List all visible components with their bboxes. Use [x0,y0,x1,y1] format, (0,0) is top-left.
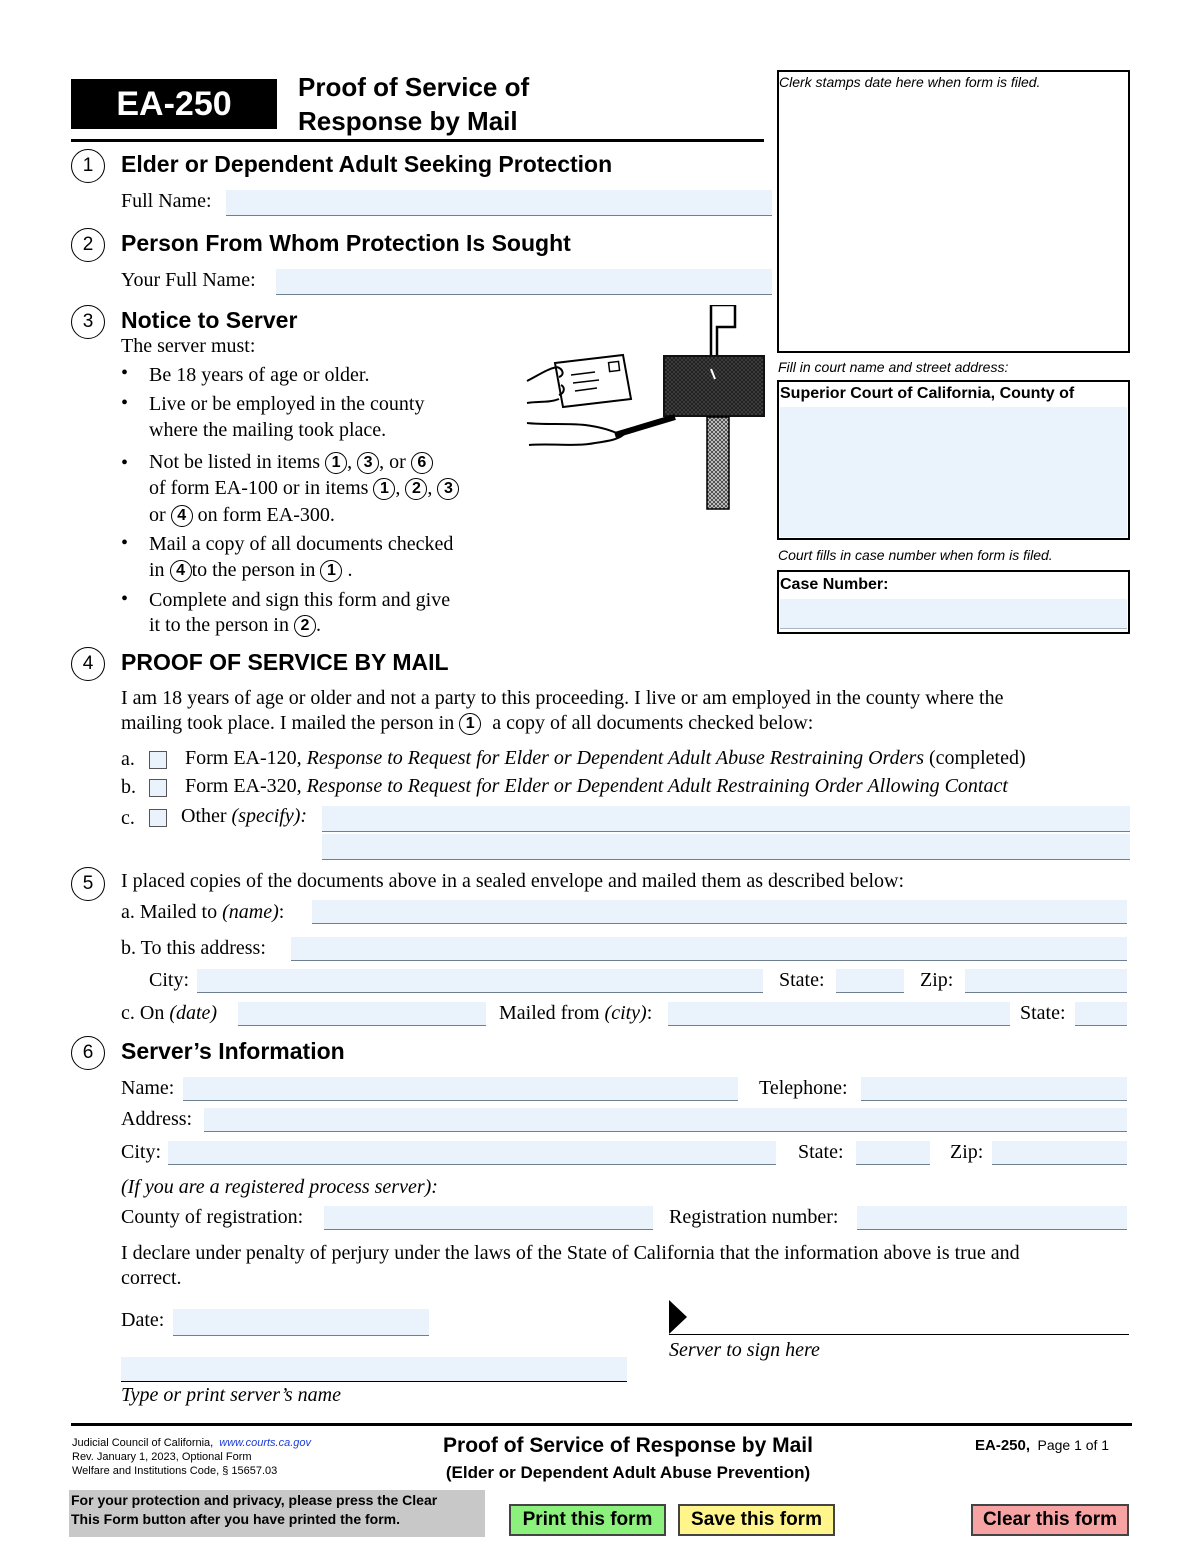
bullet-2: • [121,392,129,414]
mailbox-icon [663,355,765,509]
mailed-from-label: Mailed from (city): [499,1002,653,1024]
envelope-icon [555,355,631,407]
clear-form-button[interactable]: Clear this form [971,1504,1129,1536]
full-name-label: Full Name: [121,190,212,212]
requirement-sign-l2: it to the person in 2 . [149,614,321,636]
bullet-3: • [121,452,129,474]
section3-heading: Notice to Server [121,307,298,333]
case-number-box [777,570,1130,634]
declaration-date-field[interactable] [173,1309,429,1336]
option-a-text: Form EA-120, Response to Request for Elder or Dependent Adult Abuse Restraining Orders (completed) [185,747,1026,769]
declaration-l2: correct. [121,1267,182,1289]
save-form-button[interactable]: Save this form [678,1504,835,1536]
footer-subtitle: (Elder or Dependent Adult Abuse Prevention) [445,1463,811,1482]
item-ref-6: 6 [411,452,433,474]
bullet-1: • [121,362,129,384]
requirement-sign-l1: Complete and sign this form and give [149,589,451,611]
hand-mailing-letter-illustration [525,305,775,515]
item-ref-1: 1 [320,560,342,582]
footer-form-id: EA-250, [975,1437,1031,1454]
requirement-county-l2: where the mailing took place. [149,419,387,441]
server-zip-field[interactable] [992,1141,1127,1165]
item-ref-4: 4 [171,505,193,527]
mailed-date-field[interactable] [238,1002,486,1026]
privacy-notice: For your protection and privacy, please press the Clear This Form button after you have printed the form. [69,1490,485,1537]
form-title [298,70,529,138]
requirement-not-listed-l2: of form EA-100 or in items 1 , 2 , 3 [149,477,459,500]
proof-statement-l2: mailing took place. I mailed the person in 1 a copy of all documents checked below: [121,712,814,734]
mailed-to-name-field[interactable] [312,900,1127,924]
court-note: Fill in court name and street address: [778,359,1009,375]
mailing-city-label: City: [149,969,190,991]
mailing-zip-field[interactable] [965,969,1127,993]
requirement-not-listed-l3: or 4 on form EA-300. [149,504,335,526]
bullet-5: • [121,588,129,610]
item-4-number: 4 [71,647,105,681]
mailing-zip-label: Zip: [920,969,954,991]
section2-heading: Person From Whom Protection Is Sought [121,230,571,256]
mailed-from-state-label: State: [1020,1002,1066,1024]
server-name-label: Name: [121,1077,175,1099]
mailed-on-label: c. On (date) [121,1002,218,1024]
date-label: Date: [121,1309,165,1331]
print-form-button[interactable]: Print this form [509,1504,666,1536]
signature-line[interactable] [669,1334,1129,1335]
requirement-county-l1: Live or be employed in the county [149,393,425,415]
court-address-field[interactable] [780,407,1127,537]
page-number: Page 1 of 1 [1037,1437,1110,1453]
item-ref-4: 4 [170,560,192,582]
courts-website-link[interactable]: www.courts.ca.gov [219,1437,311,1449]
item-1-number: 1 [71,149,105,183]
restrained-person-name-field[interactable] [276,269,772,295]
mailing-intro: I placed copies of the documents above in a sealed envelope and mailed them as described below: [121,870,905,892]
ea120-checkbox[interactable] [149,751,167,769]
server-must-intro: The server must: [121,335,256,357]
server-state-field[interactable] [856,1141,930,1165]
case-number-field[interactable] [780,599,1127,629]
hand-inserting-letter-icon [527,417,675,445]
server-telephone-label: Telephone: [759,1077,848,1099]
section1-heading: Elder or Dependent Adult Seeking Protection [121,151,613,177]
proof-statement-l1: I am 18 years of age or older and not a party to this proceeding. I live or am employed in the county where the [121,687,1004,709]
server-city-field[interactable] [168,1141,776,1165]
item-6-number: 6 [71,1036,105,1070]
item-ref-1: 1 [325,452,347,474]
requirement-mail-l2: in 4 to the person in 1 . [149,559,353,581]
other-documents-field-2[interactable] [322,834,1130,860]
item-3-number: 3 [71,305,105,339]
registration-number-field[interactable] [857,1206,1127,1230]
registered-server-note: (If you are a registered process server): [121,1176,438,1198]
form-id-badge [71,79,277,129]
county-registration-label: County of registration: [121,1206,304,1228]
footer-title: Proof of Service of Response by Mail [443,1434,813,1457]
requirement-mail-l1: Mail a copy of all documents checked [149,533,454,555]
council-name: Judicial Council of California, [72,1437,214,1449]
case-note: Court fills in case number when form is filed. [778,547,1053,563]
server-zip-label: Zip: [950,1141,984,1163]
option-c-text: Other (specify): [181,805,308,827]
requirement-not-listed-l1: Not be listed in items 1 , 3 , or 6 [149,451,433,474]
case-number-label: Case Number: [780,576,889,593]
registration-number-label: Registration number: [669,1206,839,1228]
server-printed-name-field[interactable] [121,1357,627,1382]
server-name-field[interactable] [183,1077,738,1101]
form-title-line2: Response by Mail [298,106,518,136]
declaration-l1: I declare under penalty of perjury under the laws of the State of California that the information above is true and [121,1242,1020,1264]
option-b-letter: b. [121,776,136,798]
mailing-state-label: State: [779,969,825,991]
printed-name-caption: Type or print server’s name [121,1384,341,1406]
item-2-number: 2 [71,228,105,262]
item-ref-2: 2 [405,478,427,500]
other-checkbox[interactable] [149,809,167,827]
header-rule [71,139,764,142]
to-address-label: b. To this address: [121,937,266,959]
court-name-box [777,380,1130,540]
item-ref-1: 1 [373,478,395,500]
ea320-checkbox[interactable] [149,779,167,797]
court-name-label: Superior Court of California, County of [780,385,1075,402]
form-title-line1: Proof of Service of [298,72,530,102]
signature-arrow-icon [669,1300,687,1334]
form-id: EA-250 [116,85,232,123]
server-address-field[interactable] [204,1108,1127,1132]
mailed-to-label: a. Mailed to (name): [121,901,285,923]
clerk-stamp-note: Clerk stamps date here when form is filed. [779,74,1041,90]
footer-citation [72,1436,311,1478]
mailed-from-state-field[interactable] [1075,1002,1127,1026]
item-ref-2: 2 [294,615,316,637]
server-state-label: State: [798,1141,844,1163]
protected-person-name-field[interactable] [226,190,772,216]
your-full-name-label: Your Full Name: [121,269,256,291]
mailing-state-field[interactable] [836,969,904,993]
footer-rule [71,1423,1132,1426]
requirement-age: Be 18 years of age or older. [149,364,370,386]
server-telephone-field[interactable] [861,1077,1127,1101]
clerk-stamp-box [777,70,1130,353]
section4-heading: PROOF OF SERVICE BY MAIL [121,649,449,675]
option-c-letter: c. [121,807,135,829]
option-b-text: Form EA-320, Response to Request for Elder or Dependent Adult Restraining Order Allowing Contact [185,775,1008,797]
mailing-address-field[interactable] [291,937,1127,961]
county-registration-field[interactable] [324,1206,653,1230]
signature-caption: Server to sign here [669,1339,820,1361]
item-ref-1: 1 [459,713,481,735]
mailed-from-city-field[interactable] [668,1002,1010,1026]
other-documents-field-1[interactable] [322,806,1130,832]
item-ref-3: 3 [437,478,459,500]
item-ref-3: 3 [357,452,379,474]
revision-date: Rev. January 1, 2023, Optional Form [72,1451,252,1463]
bullet-4: • [121,532,129,554]
item-5-number: 5 [71,867,105,901]
option-a-letter: a. [121,748,135,770]
section6-heading: Server’s Information [121,1038,345,1064]
mailing-city-field[interactable] [197,969,763,993]
statute-code: Welfare and Institutions Code, § 15657.03 [72,1465,278,1477]
server-city-label: City: [121,1141,162,1163]
server-address-label: Address: [121,1108,193,1130]
footer-page-info [975,1437,1109,1455]
